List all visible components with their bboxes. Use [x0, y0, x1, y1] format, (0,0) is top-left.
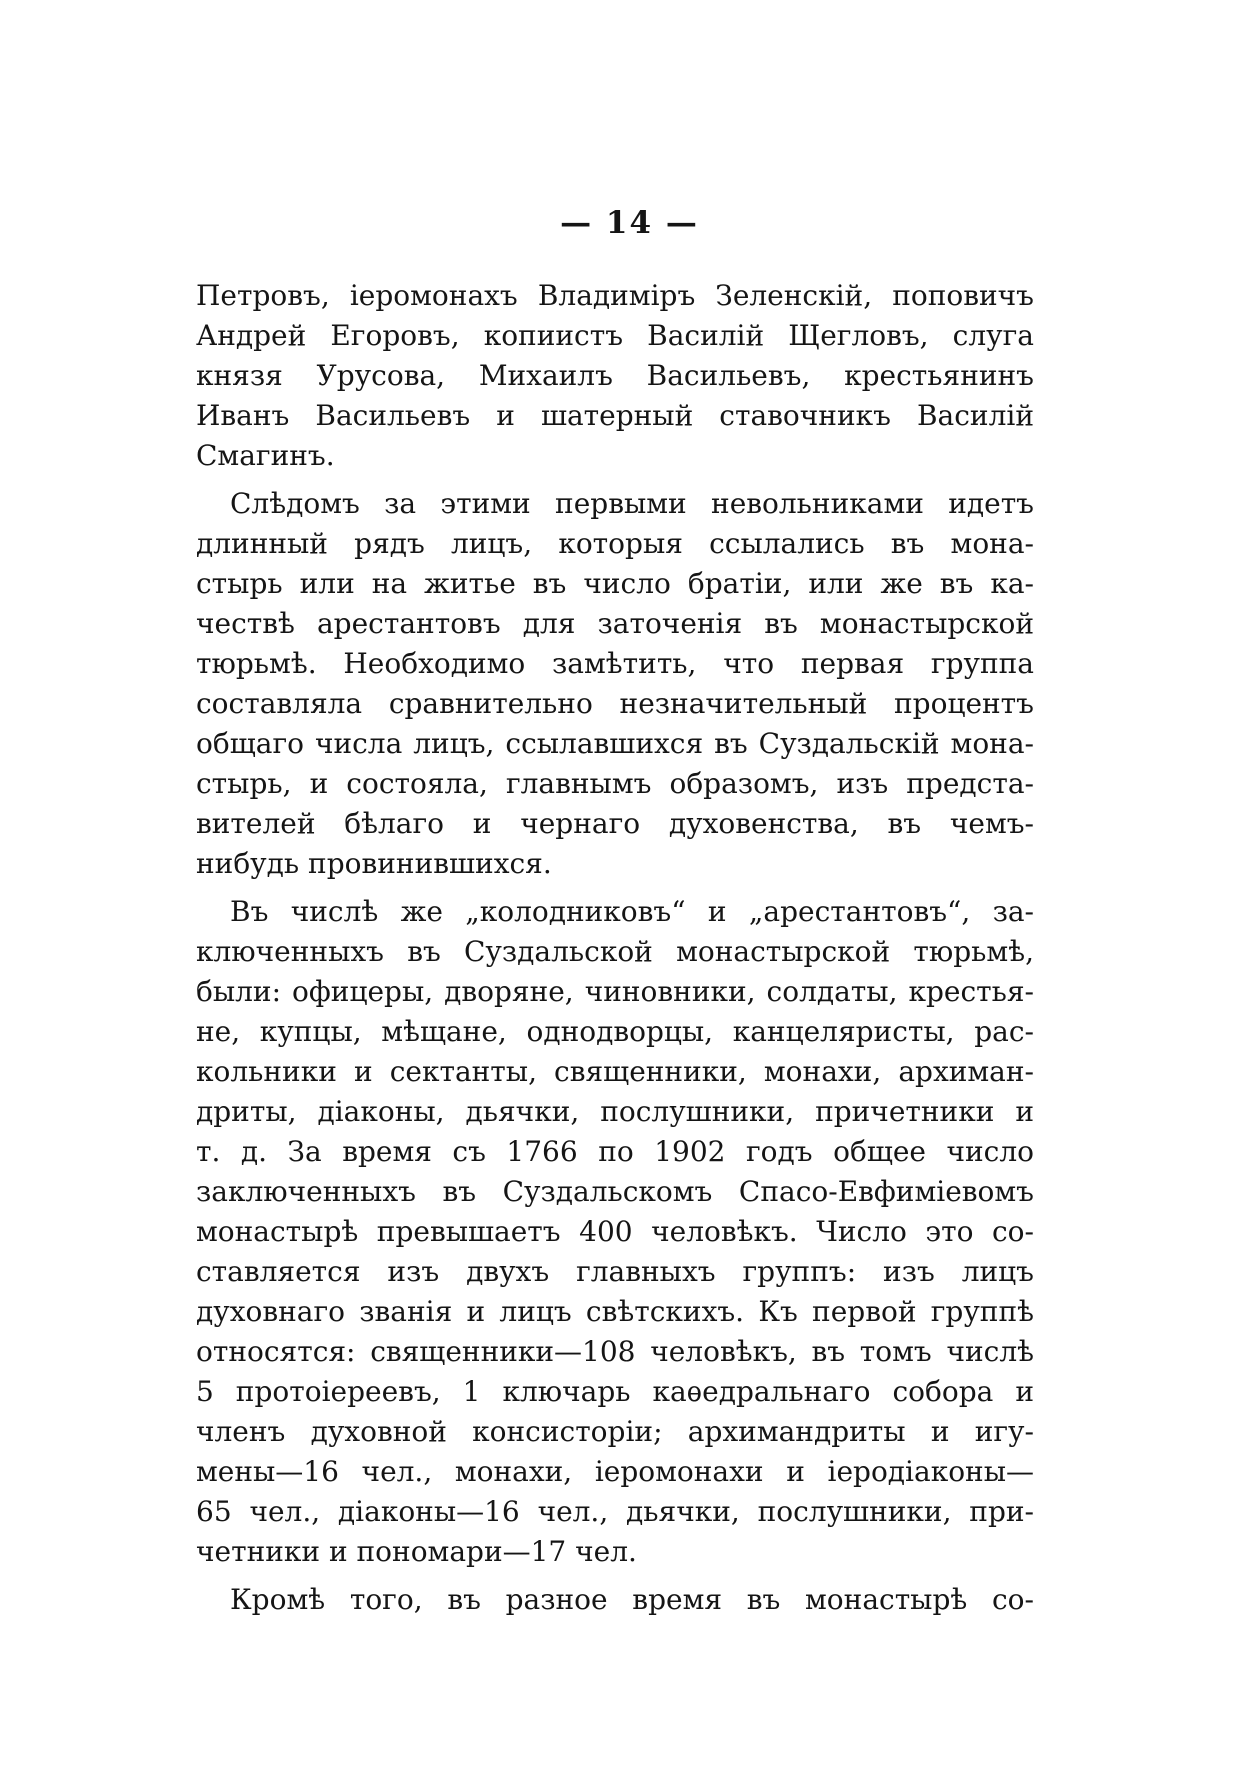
paragraph-3	[196, 892, 1034, 1572]
text-line: длинный рядъ лицъ, которыя ссылались въ мона-	[196, 527, 1034, 560]
text-line: заключенныхъ въ Суздальскомъ Спасо-Евфиміевомъ	[196, 1175, 1034, 1208]
paragraph-4	[196, 1580, 1034, 1620]
text-line: были: офицеры, дворяне, чиновники, солдаты, крестья-	[196, 975, 1034, 1008]
text-line: вителей бѣлаго и чернаго духовенства, въ чемъ-	[196, 807, 1034, 840]
body-text	[196, 276, 1034, 1628]
text-line: Слѣдомъ за этими первыми невольниками идетъ	[230, 487, 1034, 520]
text-line: стырь или на житье въ число братіи, или же въ ка-	[196, 567, 1034, 600]
paragraph-1	[196, 276, 1034, 476]
text-line: стырь, и состояла, главнымъ образомъ, изъ предста-	[196, 767, 1034, 800]
text-line: чествѣ арестантовъ для заточенія въ монастырской	[196, 607, 1034, 640]
text-line: духовнаго званія и лицъ свѣтскихъ. Къ первой группѣ	[196, 1295, 1034, 1328]
text-line: кольники и сектанты, священники, монахи, архиман-	[196, 1055, 1034, 1088]
text-line: ставляется изъ двухъ главныхъ группъ: изъ лицъ	[196, 1255, 1034, 1288]
text-line: ключенныхъ въ Суздальской монастырской тюрьмѣ,	[196, 935, 1034, 968]
text-line: Въ числѣ же „колодниковъ“ и „арестантовъ“, за-	[230, 895, 1034, 928]
text-line: Петровъ, іеромонахъ Владиміръ Зеленскій, поповичъ	[196, 279, 1034, 312]
text-line: дриты, діаконы, дьячки, послушники, причетники и	[196, 1095, 1034, 1128]
text-line: князя Урусова, Михаилъ Васильевъ, крестьянинъ	[196, 359, 1034, 392]
text-line: общаго числа лицъ, ссылавшихся въ Суздальскій мона-	[196, 727, 1034, 760]
text-line: не, купцы, мѣщане, однодворцы, канцеляристы, рас-	[196, 1015, 1034, 1048]
text-line: относятся: священники—108 человѣкъ, въ томъ числѣ	[196, 1335, 1034, 1368]
text-line: 5 протоіереевъ, 1 ключарь каѳедральнаго собора и	[196, 1375, 1034, 1408]
text-line: нибудь провинившихся.	[196, 847, 552, 880]
text-line: Иванъ Васильевъ и шатерный ставочникъ Василій	[196, 399, 1034, 432]
text-line: тюрьмѣ. Необходимо замѣтить, что первая группа	[196, 647, 1034, 680]
text-line: членъ духовной консисторіи; архимандриты и игу-	[196, 1415, 1034, 1448]
page-number: — 14 —	[560, 205, 699, 241]
text-line: т. д. За время съ 1766 по 1902 годъ общее число	[196, 1135, 1034, 1168]
text-line: 65 чел., діаконы—16 чел., дьячки, послушники, при-	[196, 1495, 1034, 1528]
paragraph-2	[196, 484, 1034, 884]
text-line: Смагинъ.	[196, 439, 335, 472]
text-line: мены—16 чел., монахи, іеромонахи и іеродіаконы—	[196, 1455, 1034, 1488]
text-line: четники и пономари—17 чел.	[196, 1535, 637, 1568]
text-line: Андрей Егоровъ, копиистъ Василій Щегловъ, слуга	[196, 319, 1034, 352]
text-line: составляла сравнительно незначительный процентъ	[196, 687, 1034, 720]
text-line: монастырѣ превышаетъ 400 человѣкъ. Число это со-	[196, 1215, 1034, 1248]
text-line: Кромѣ того, въ разное время въ монастырѣ со-	[230, 1583, 1034, 1616]
